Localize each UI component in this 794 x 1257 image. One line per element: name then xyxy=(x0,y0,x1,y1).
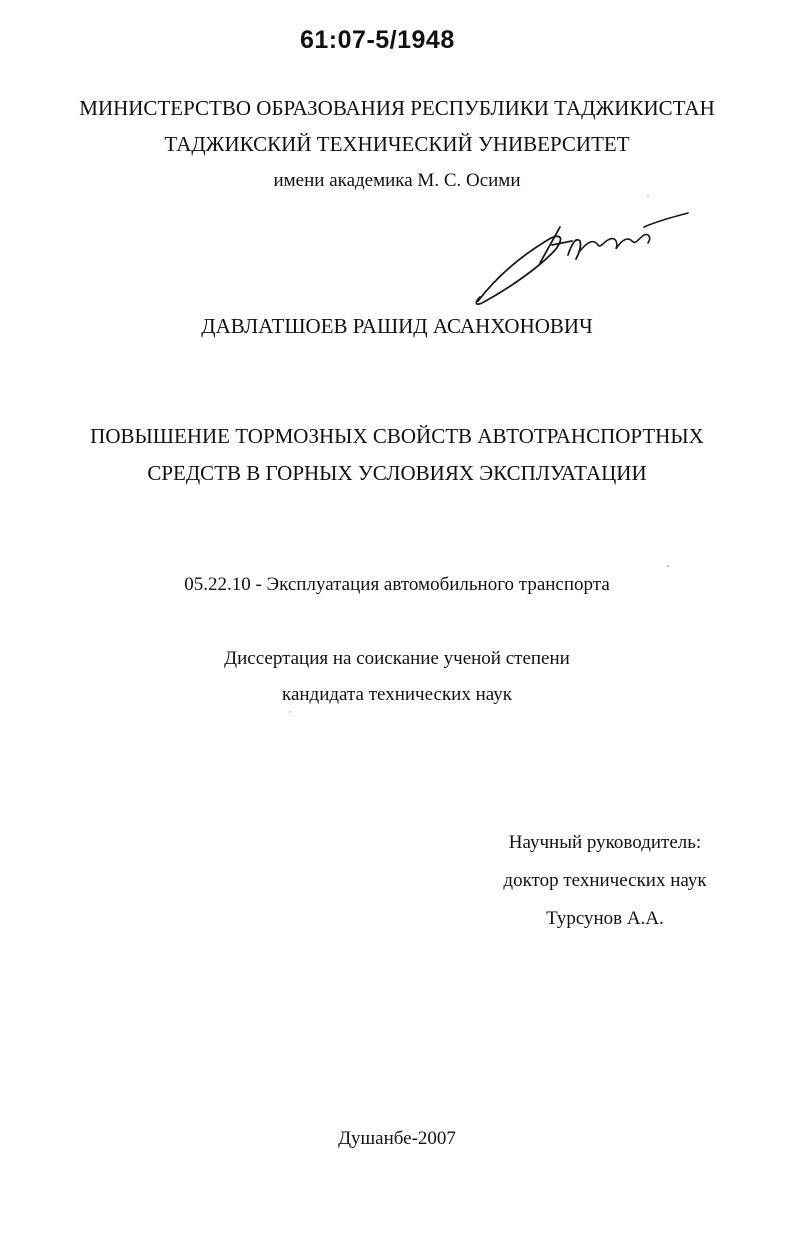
dissertation-title-line-1: ПОВЫШЕНИЕ ТОРМОЗНЫХ СВОЙСТВ АВТОТРАНСПОРТНЫХ xyxy=(90,424,704,448)
handwritten-signature xyxy=(468,205,698,315)
catalog-number: 61:07-5/1948 xyxy=(300,26,455,54)
specialty-code: 05.22.10 - Эксплуатация автомобильного транспорта xyxy=(184,574,610,595)
ministry-heading: МИНИСТЕРСТВО ОБРАЗОВАНИЯ РЕСПУБЛИКИ ТАДЖИКИСТАН xyxy=(79,96,715,120)
university-heading: ТАДЖИКСКИЙ ТЕХНИЧЕСКИЙ УНИВЕРСИТЕТ xyxy=(164,132,630,156)
degree-statement-line-1: Диссертация на соискание ученой степени xyxy=(224,648,570,669)
city-and-year: Душанбе-2007 xyxy=(338,1128,456,1149)
supervisor-degree: доктор технических наук xyxy=(503,870,707,891)
university-named-after: имени академика М. С. Осими xyxy=(273,170,521,191)
author-name: ДАВЛАТШОЕВ РАШИД АСАНХОНОВИЧ xyxy=(201,314,593,338)
supervisor-label: Научный руководитель: xyxy=(508,832,702,853)
supervisor-name: Турсунов А.А. xyxy=(546,908,664,929)
dissertation-title-line-2: СРЕДСТВ В ГОРНЫХ УСЛОВИЯХ ЭКСПЛУАТАЦИИ xyxy=(147,461,647,485)
degree-statement-line-2: кандидата технических наук xyxy=(282,684,512,705)
